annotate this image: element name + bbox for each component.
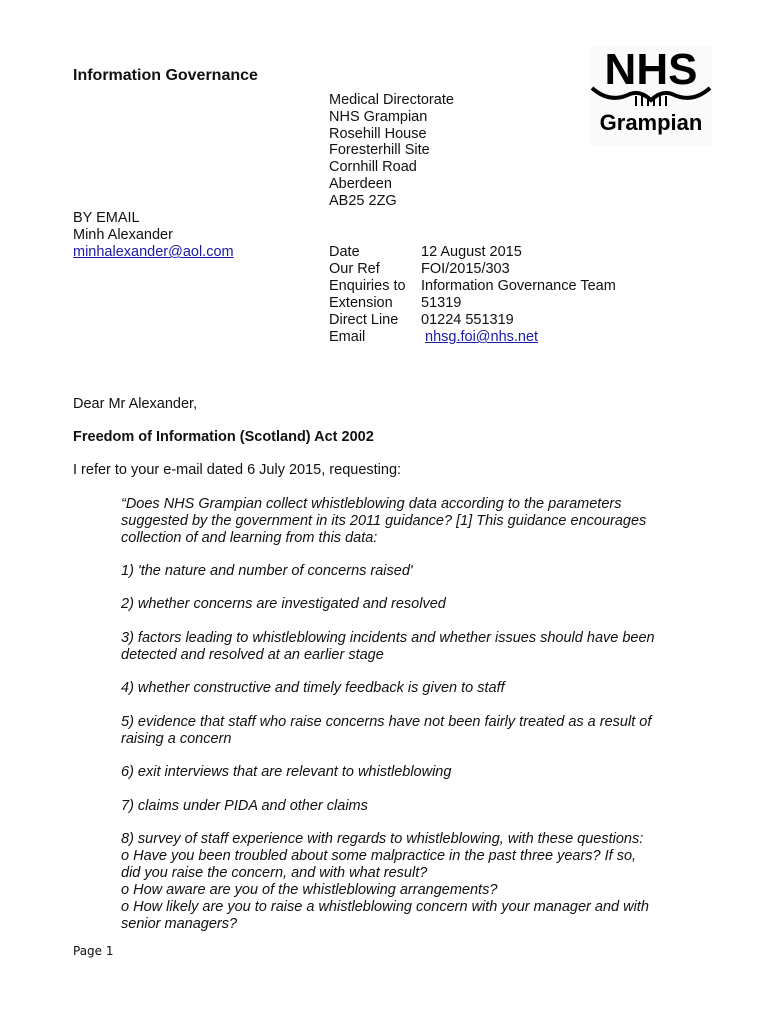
direct-line-label: Direct Line bbox=[329, 312, 399, 328]
quote-line: 8) survey of staff experience with regards to whistleblowing, with these questions: bbox=[121, 831, 644, 847]
quote-line: “Does NHS Grampian collect whistleblowing data according to the parameters bbox=[121, 496, 622, 512]
logo-nhs-text: NHS bbox=[604, 46, 698, 94]
department-heading: Information Governance bbox=[73, 67, 258, 84]
address-line: Foresterhill Site bbox=[329, 142, 430, 159]
request-item-6 bbox=[121, 764, 721, 781]
logo-grampian-text: Grampian bbox=[599, 110, 703, 135]
request-item-4 bbox=[121, 680, 721, 697]
address-line: NHS Grampian bbox=[329, 108, 428, 125]
extension-label: Extension bbox=[329, 295, 393, 311]
delivery-method: BY EMAIL bbox=[73, 210, 140, 226]
quote-line: collection of and learning from this data: bbox=[121, 530, 378, 546]
request-item-1 bbox=[121, 563, 721, 580]
date-label: Date bbox=[329, 244, 360, 260]
request-item-7 bbox=[121, 798, 721, 815]
enquiries-value: Information Governance Team bbox=[421, 278, 616, 294]
address-line: Aberdeen bbox=[329, 175, 392, 192]
quote-line: raising a concern bbox=[121, 731, 232, 747]
ref-label: Our Ref bbox=[329, 261, 380, 277]
intro-paragraph: I refer to your e-mail dated 6 July 2015, requesting: bbox=[73, 462, 402, 478]
request-item-5 bbox=[121, 714, 721, 748]
quote-line: o Have you been troubled about some malpractice in the past three years? If so, bbox=[121, 848, 637, 864]
quote-line: 7) claims under PIDA and other claims bbox=[121, 798, 368, 814]
quote-line: 1) 'the nature and number of concerns raised' bbox=[121, 563, 413, 579]
direct-line-value: 01224 551319 bbox=[421, 312, 514, 328]
address-line: Medical Directorate bbox=[329, 92, 454, 108]
recipient-name: Minh Alexander bbox=[73, 227, 173, 243]
recipient-email-link[interactable]: minhalexander@aol.com bbox=[73, 244, 234, 260]
quote-line: senior managers? bbox=[121, 916, 238, 932]
salutation: Dear Mr Alexander, bbox=[73, 396, 198, 412]
quote-line: o How likely are you to raise a whistleblowing concern with your manager and with bbox=[121, 899, 649, 915]
quoted-request-intro bbox=[121, 496, 721, 547]
address-line: Rosehill House bbox=[329, 125, 427, 142]
date-value: 12 August 2015 bbox=[421, 244, 522, 260]
nhs-grampian-logo bbox=[590, 46, 712, 146]
reference-details bbox=[329, 244, 659, 346]
page-number: Page 1 bbox=[73, 944, 114, 958]
quote-line: did you raise the concern, and with what result? bbox=[121, 865, 428, 881]
quote-line: 6) exit interviews that are relevant to whistleblowing bbox=[121, 764, 452, 780]
request-item-3 bbox=[121, 630, 721, 664]
request-item-2 bbox=[121, 596, 721, 613]
email-label: Email bbox=[329, 329, 366, 345]
request-item-8 bbox=[121, 831, 721, 933]
quote-line: 2) whether concerns are investigated and resolved bbox=[121, 596, 446, 612]
quote-line: detected and resolved at an earlier stage bbox=[121, 647, 384, 663]
address-line: Cornhill Road bbox=[329, 159, 417, 176]
quote-line: 5) evidence that staff who raise concerns have not been fairly treated as a result of bbox=[121, 714, 652, 730]
enquiries-label: Enquiries to bbox=[329, 278, 406, 294]
nhs-logo-graphic bbox=[590, 46, 712, 146]
address-line: AB25 2ZG bbox=[329, 192, 397, 209]
foi-email-link[interactable]: nhsg.foi@nhs.net bbox=[425, 329, 539, 345]
quote-line: 3) factors leading to whistleblowing incidents and whether issues should have been bbox=[121, 630, 655, 646]
quote-line: suggested by the government in its 2011 guidance? [1] This guidance encourages bbox=[121, 513, 647, 529]
act-title: Freedom of Information (Scotland) Act 2002 bbox=[73, 429, 374, 445]
ref-value: FOI/2015/303 bbox=[421, 261, 510, 277]
extension-value: 51319 bbox=[421, 295, 462, 311]
quote-line: o How aware are you of the whistleblowing arrangements? bbox=[121, 882, 498, 898]
sender-address bbox=[329, 92, 454, 210]
quote-line: 4) whether constructive and timely feedback is given to staff bbox=[121, 680, 505, 696]
